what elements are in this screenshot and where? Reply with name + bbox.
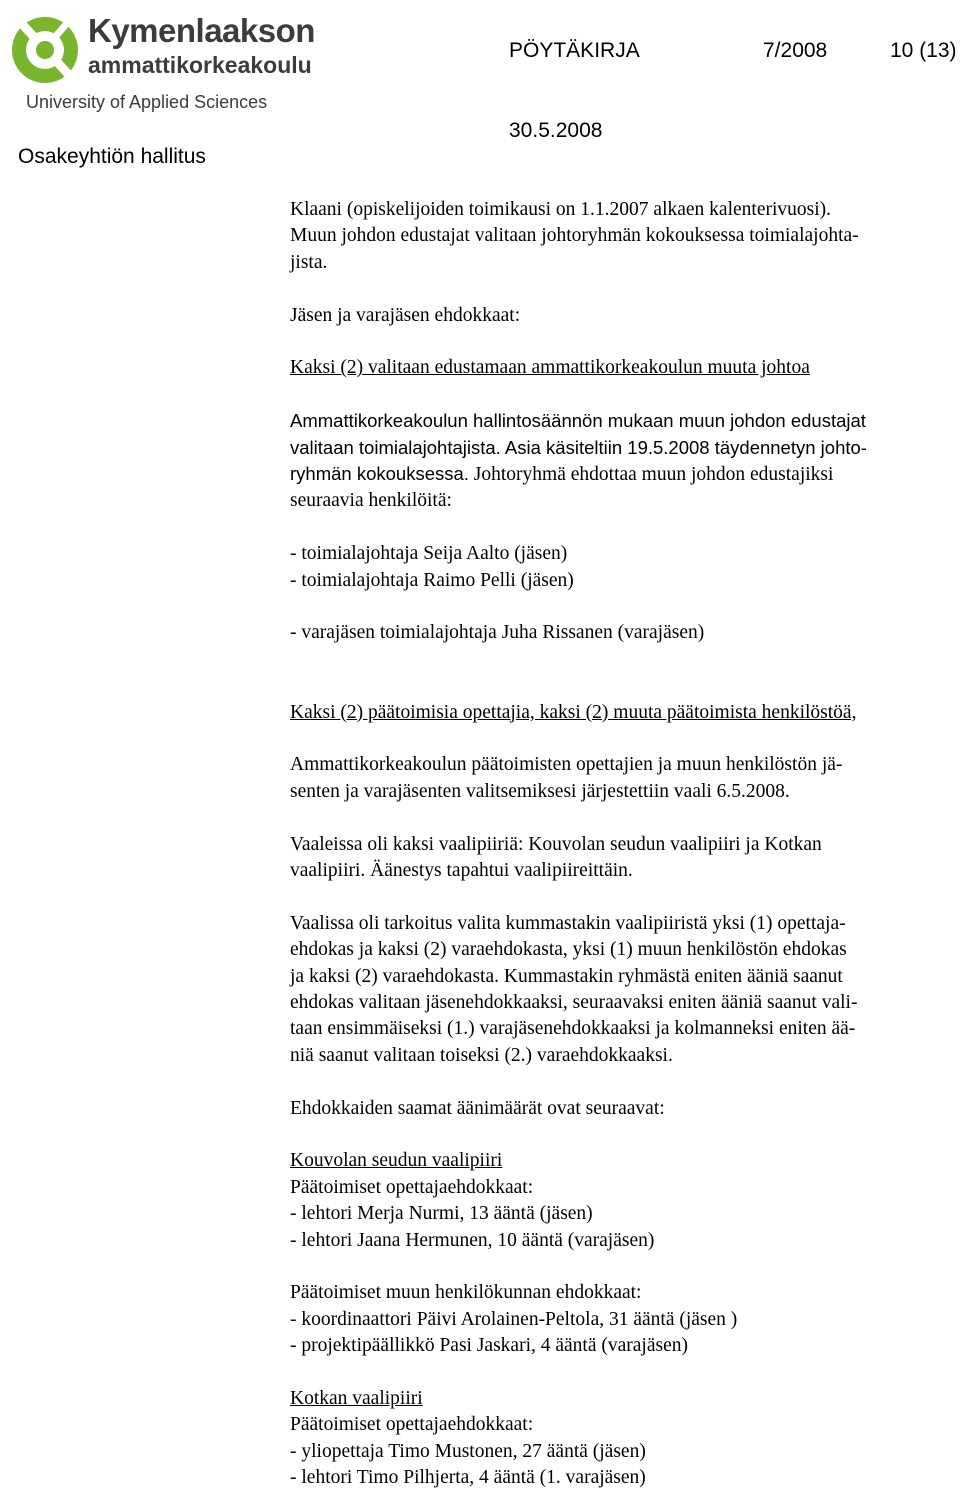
list-item: - lehtori Merja Nurmi, 13 ääntä (jäsen) <box>290 1203 593 1225</box>
list-item: - koordinaattori Päivi Arolainen-Peltola, 31 ääntä (jäsen ) <box>290 1308 738 1330</box>
body-line <box>290 461 955 488</box>
district-title-kouvola: Kouvolan seudun vaalipiiri <box>290 1150 503 1172</box>
body-fragment: ryhmän kokouksessa. <box>290 463 469 485</box>
body-line: valitaan toimialajohtajista. Asia käsiteltiin 19.5.2008 täydennetyn johto- <box>290 436 867 458</box>
list-item: - toimialajohtaja Raimo Pelli (jäsen) <box>290 569 574 591</box>
body-line: Vaaleissa oli kaksi vaalipiiriä: Kouvolan seudun vaalipiiri ja Kotkan <box>290 833 822 855</box>
body-line: taan ensimmäiseksi (1.) varajäsenehdokkaaksi ja kolmanneksi eniten ää- <box>290 1018 856 1040</box>
document-body <box>290 197 955 1492</box>
management-heading: Kaksi (2) valitaan edustamaan ammattikorkeakoulun muuta johtoa <box>290 357 810 379</box>
logo-name: Kymenlaakson <box>88 12 315 49</box>
body-line: ehdokas ja kaksi (2) varaehdokasta, yksi (1) muun henkilöstön ehdokas <box>290 939 847 961</box>
body-fragment: Johtoryhmä ehdottaa muun johdon edustajiksi <box>468 464 834 486</box>
kyamk-logo <box>8 8 315 118</box>
body-line: jista. <box>290 251 328 273</box>
logo-subname: ammattikorkeakoulu <box>88 52 312 78</box>
group-heading: Päätoimiset opettajaehdokkaat: <box>290 1414 534 1436</box>
document-type: PÖYTÄKIRJA <box>509 39 640 62</box>
body-line: ehdokas valitaan jäsenehdokkaaksi, seuraavaksi eniten ääniä saanut vali- <box>290 992 858 1014</box>
body-line: Muun johdon edustajat valitaan johtoryhmän kokouksessa toimialajohta- <box>290 225 859 247</box>
organ-name: Osakeyhtiön hallitus <box>18 145 206 168</box>
body-line: Ammattikorkeakoulun päätoimisten opettajien ja muun henkilöstön jä- <box>290 754 843 776</box>
body-line: vaalipiiri. Äänestys tapahtui vaalipiireittäin. <box>290 860 633 882</box>
list-item: - toimialajohtaja Seija Aalto (jäsen) <box>290 543 568 565</box>
page-number: 10 (13) <box>890 39 957 62</box>
document-number: 7/2008 <box>763 39 828 62</box>
district-title-kotka: Kotkan vaalipiiri <box>290 1388 423 1410</box>
body-line: seuraavia henkilöitä: <box>290 490 452 512</box>
votes-intro: Ehdokkaiden saamat äänimäärät ovat seuraavat: <box>290 1097 665 1119</box>
body-line: niä saanut valitaan toiseksi (2.) varaehdokkaaksi. <box>290 1044 673 1066</box>
staff-heading: Kaksi (2) päätoimisia opettajia, kaksi (2) muuta päätoimista henkilöstöä, <box>290 701 857 723</box>
list-item: - lehtori Timo Pilhjerta, 4 ääntä (1. varajäsen) <box>290 1467 646 1489</box>
candidates-heading: Jäsen ja varajäsen ehdokkaat: <box>290 304 521 326</box>
body-line: Vaalissa oli tarkoitus valita kummastakin vaalipiiristä yksi (1) opettaja- <box>290 912 846 934</box>
body-line: Klaani (opiskelijoiden toimikausi on 1.1.2007 alkaen kalenterivuosi). <box>290 199 832 220</box>
body-line: Ammattikorkeakoulun hallintosäännön mukaan muun johdon edustajat <box>290 410 866 432</box>
list-item: - lehtori Jaana Hermunen, 10 ääntä (varajäsen) <box>290 1229 655 1251</box>
logo-english: University of Applied Sciences <box>26 92 268 112</box>
list-item: - yliopettaja Timo Mustonen, 27 ääntä (jäsen) <box>290 1440 646 1462</box>
group-heading: Päätoimiset muun henkilökunnan ehdokkaat: <box>290 1282 642 1304</box>
document-date: 30.5.2008 <box>509 119 603 142</box>
logo-mark-icon <box>8 12 82 90</box>
body-line: senten ja varajäsenten valitsemiksesi järjestettiin vaali 6.5.2008. <box>290 780 790 802</box>
list-item: - varajäsen toimialajohtaja Juha Rissanen (varajäsen) <box>290 622 705 644</box>
body-line: ja kaksi (2) varaehdokasta. Kummastakin ryhmästä eniten ääniä saanut <box>290 965 843 987</box>
group-heading: Päätoimiset opettajaehdokkaat: <box>290 1176 534 1198</box>
list-item: - projektipäällikkö Pasi Jaskari, 4 ääntä (varajäsen) <box>290 1335 688 1357</box>
